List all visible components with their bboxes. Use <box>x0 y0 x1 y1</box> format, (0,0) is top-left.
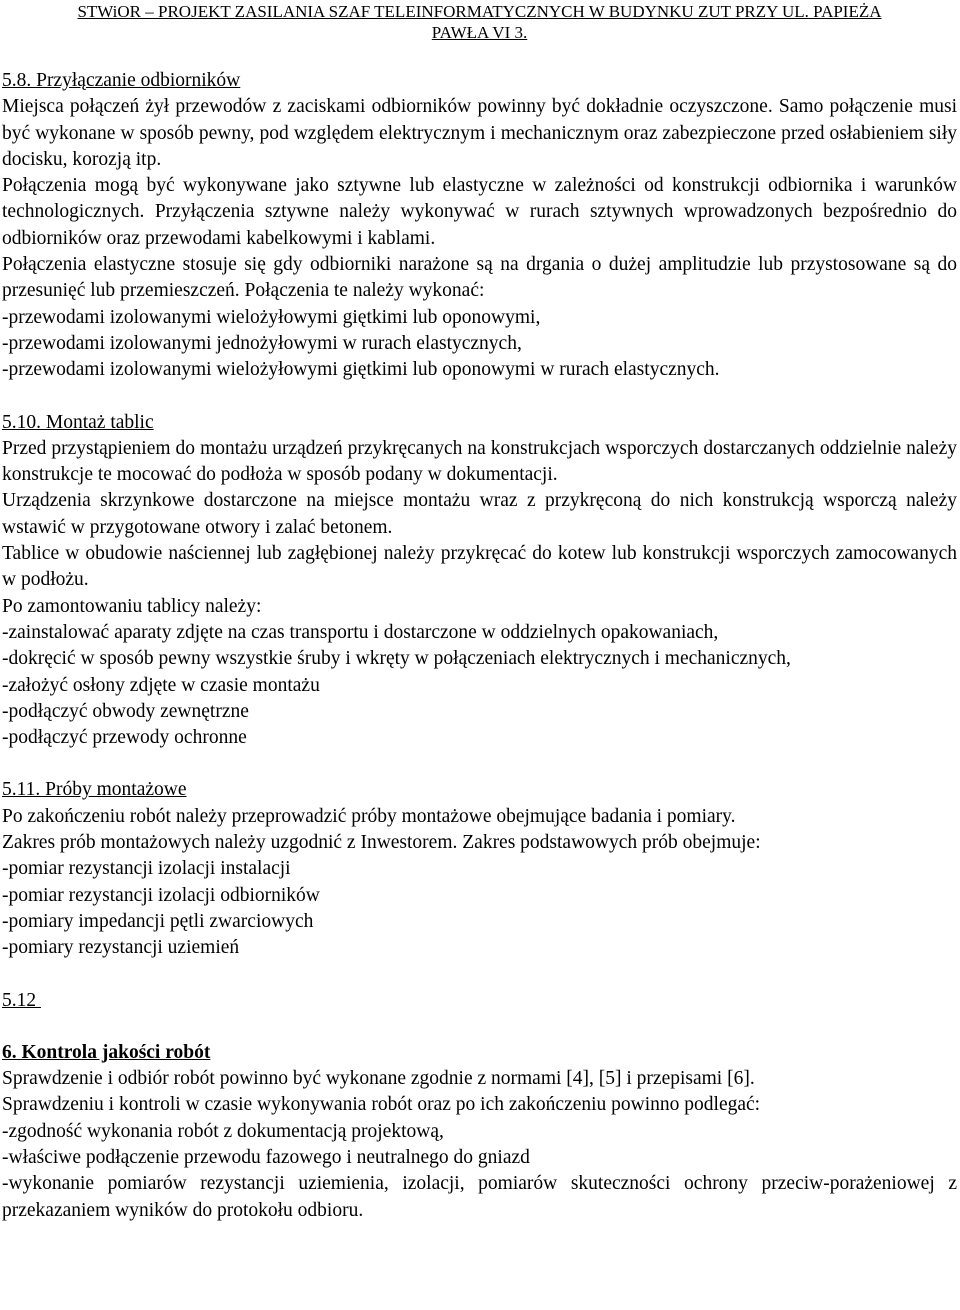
paragraph: Połączenia mogą być wykonywane jako sztywne lub elastyczne w zależności od konstrukcji odbiornika i warunków technologicznych. Przyłączenia sztywne należy wykonywać w rurach sztywnych wprowadzonych bezpośrednio do odbiorników oraz przewodami kabelkowymi i kablami. <box>2 175 957 249</box>
paragraph: Po zamontowaniu tablicy należy: <box>2 595 262 617</box>
section-heading-5-10: 5.10. Montaż tablic <box>2 411 154 433</box>
list-item: -przewodami izolowanymi jednożyłowymi w rurach elastycznych, <box>2 332 522 354</box>
list-item: -właściwe podłączenie przewodu fazowego i neutralnego do gniazd <box>2 1146 530 1168</box>
list-item: -przewodami izolowanymi wielożyłowymi giętkimi lub oponowymi, <box>2 306 541 328</box>
document-body <box>2 68 957 1224</box>
list-item: -przewodami izolowanymi wielożyłowymi giętkimi lub oponowymi w rurach elastycznych. <box>2 359 720 381</box>
paragraph: Po zakończeniu robót należy przeprowadzić próby montażowe obejmujące badania i pomiary. <box>2 805 736 827</box>
paragraph: Tablice w obudowie naściennej lub zagłębionej należy przykręcać do kotew lub konstrukcji wsporczych zamocowanych w podłożu. <box>2 543 957 591</box>
section-heading-5-12 <box>2 988 957 1014</box>
paragraph: Połączenia elastyczne stosuje się gdy odbiorniki narażone są na drgania o dużej amplitudzie lub przystosowane są do przesunięć lub przemieszczeń. Połączenia te należy wykonać: <box>2 254 957 302</box>
paragraph: Zakres prób montażowych należy uzgodnić z Inwestorem. Zakres podstawowych prób obejmuje: <box>2 832 761 854</box>
page-header <box>2 0 957 43</box>
list-item: -założyć osłony zdjęte w czasie montażu <box>2 674 320 696</box>
list-item: -zgodność wykonania robót z dokumentacją projektową, <box>2 1120 444 1142</box>
section-heading-6: 6. Kontrola jakości robót <box>2 1041 211 1063</box>
list-item: -pomiar rezystancji izolacji instalacji <box>2 858 291 880</box>
paragraph: Sprawdzeniu i kontroli w czasie wykonywania robót oraz po ich zakończeniu powinno podlegać: <box>2 1094 761 1116</box>
section-heading-5-11: 5.11. Próby montażowe <box>2 779 187 801</box>
list-item: -pomiar rezystancji izolacji odbiorników <box>2 884 320 906</box>
paragraph: Miejsca połączeń żył przewodów z zaciskami odbiorników powinny być dokładnie oczyszczone. Samo połączenie musi być wykonane w sposób pewny, pod względem elektrycznym i mechanicznym oraz zabezpieczone przed osłabieniem siły docisku, korozją itp. <box>2 96 957 170</box>
list-item: -zainstalować aparaty zdjęte na czas transportu i dostarczone w oddzielnych opakowaniach, <box>2 621 719 643</box>
list-item: -podłączyć obwody zewnętrzne <box>2 700 249 722</box>
paragraph: Sprawdzenie i odbiór robót powinno być wykonane zgodnie z normami [4], [5] i przepisami [6]. <box>2 1068 755 1090</box>
paragraph: Urządzenia skrzynkowe dostarczone na miejsce montażu wraz z przykręconą do nich konstrukcją wsporczą należy wstawić w przygotowane otwory i zalać betonem. <box>2 490 957 538</box>
header-line-1: STWiOR – PROJEKT ZASILANIA SZAF TELEINFORMATYCZNYCH W BUDYNKU ZUT PRZY UL. PAPIEŻA <box>77 2 882 21</box>
list-item: -podłączyć przewody ochronne <box>2 727 247 749</box>
header-line-2: PAWŁA VI 3. <box>431 23 528 42</box>
list-item: -pomiary rezystancji uziemień <box>2 937 240 959</box>
list-item: -pomiary impedancji pętli zwarciowych <box>2 910 314 932</box>
paragraph: Przed przystąpieniem do montażu urządzeń przykręcanych na konstrukcjach wsporczych dostarczanych oddzielnie należy konstrukcje te mocować do podłoża w sposób podany w dokumentacji. <box>2 437 957 486</box>
section-heading-5-8: 5.8. Przyłączanie odbiorników <box>2 70 241 91</box>
list-item: -wykonanie pomiarów rezystancji uziemienia, izolacji, pomiarów skuteczności ochrony przeciw-porażeniowej z przekazaniem wyników do protokołu odbioru. <box>2 1173 957 1221</box>
list-item: -dokręcić w sposób pewny wszystkie śruby i wkręty w połączeniach elektrycznych i mechanicznych, <box>2 648 791 670</box>
section-heading-5-12-text: 5.12 <box>2 989 41 1011</box>
